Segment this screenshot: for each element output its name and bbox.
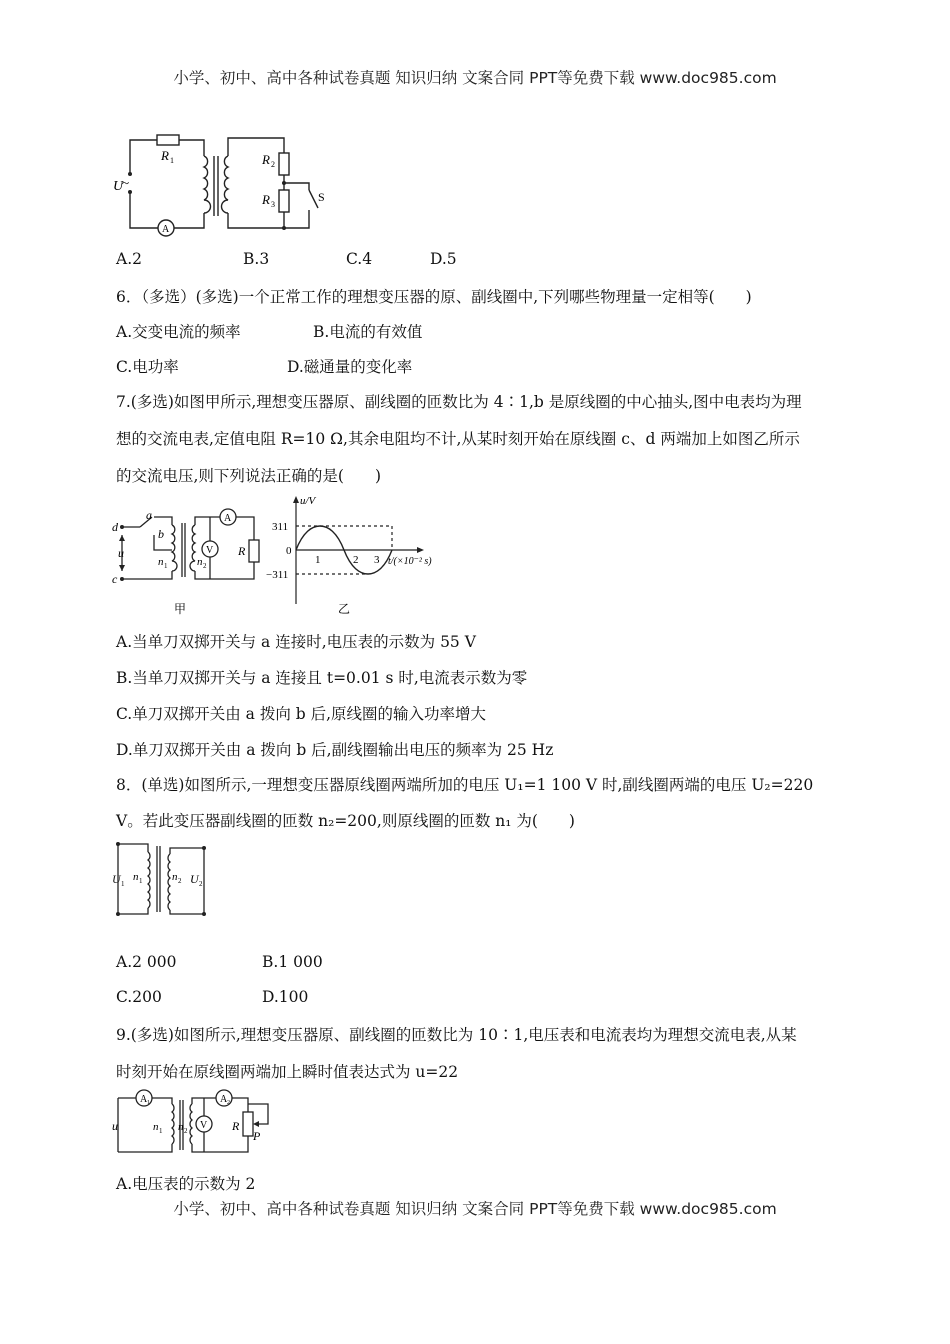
ammeter-symbol: A bbox=[162, 224, 170, 235]
q8-transformer-figure bbox=[112, 838, 217, 920]
caption-jia: 甲 bbox=[174, 602, 187, 616]
label-u2-sub: 2 bbox=[199, 880, 203, 888]
q8-stem-line1: 8．(单选)如图所示,一理想变压器原线圈两端所加的电压 U₁=1 100 V 时,副线圈两端的电压 U₂=220 bbox=[116, 776, 814, 794]
label-n2: n bbox=[197, 556, 203, 568]
q9-option-a: A.电压表的示数为 2 bbox=[116, 1175, 256, 1193]
q7-graph-figure-yi bbox=[266, 492, 450, 617]
q8-option-a: A.2 000 bbox=[116, 953, 177, 971]
graph-y-pos: 311 bbox=[272, 521, 289, 533]
label-n2-sub: 2 bbox=[184, 1127, 188, 1135]
label-p: P bbox=[253, 1129, 261, 1143]
label-r2: R bbox=[262, 152, 270, 167]
q9-circuit-figure bbox=[112, 1090, 282, 1160]
voltmeter-symbol: V bbox=[206, 545, 214, 556]
label-u1: U bbox=[112, 872, 121, 886]
graph-tick-1: 1 bbox=[315, 554, 321, 566]
page-footer: 小学、初中、高中各种试卷真题 知识归纳 文案合同 PPT等免费下载 www.doc985.com bbox=[173, 1200, 777, 1218]
label-n1: n bbox=[133, 871, 139, 883]
q6-option-c: C.电功率 bbox=[116, 358, 179, 376]
label-r1: R bbox=[161, 148, 169, 163]
label-r1-sub: 1 bbox=[170, 156, 174, 165]
q7-option-a: A.当单刀双掷开关与 a 连接时,电压表的示数为 55 V bbox=[116, 633, 476, 651]
q5-option-c: C.4 bbox=[346, 250, 373, 268]
label-c: c bbox=[112, 572, 118, 586]
ammeter2-sub: 2 bbox=[227, 1100, 230, 1106]
ammeter2-symbol: A bbox=[220, 1094, 228, 1105]
label-n1-sub: 1 bbox=[164, 562, 168, 570]
label-r: R bbox=[238, 544, 246, 558]
label-n1-sub: 1 bbox=[139, 877, 143, 885]
q8-option-d: D.100 bbox=[262, 988, 309, 1006]
label-a: a bbox=[146, 508, 152, 522]
q8-stem-line2: V。若此变压器副线圈的匝数 n₂=200,则原线圈的匝数 n₁ 为( ) bbox=[116, 812, 575, 830]
label-n1: n bbox=[158, 556, 164, 568]
label-switch: S bbox=[318, 190, 325, 204]
graph-xlabel: t/(×10⁻² s) bbox=[388, 556, 432, 567]
label-r3: R bbox=[262, 192, 270, 207]
label-u2: U bbox=[190, 872, 199, 886]
q5-option-b: B.3 bbox=[243, 250, 270, 268]
label-n1: n bbox=[153, 1121, 159, 1133]
graph-y-neg: −311 bbox=[266, 569, 289, 581]
q6-stem: 6．（多选）(多选)一个正常工作的理想变压器的原、副线圈中,下列哪些物理量一定相等( ) bbox=[116, 288, 752, 306]
label-r2-sub: 2 bbox=[271, 160, 275, 169]
ammeter1-symbol: A bbox=[140, 1094, 148, 1105]
voltmeter-symbol: V bbox=[200, 1120, 208, 1131]
q9-stem-line1: 9.(多选)如图所示,理想变压器原、副线圈的匝数比为 10∶1,电压表和电流表均为理想交流电表,从某 bbox=[116, 1026, 797, 1044]
label-r3-sub: 3 bbox=[271, 200, 275, 209]
label-b: b bbox=[158, 527, 164, 541]
q6-option-a: A.交变电流的频率 bbox=[116, 323, 241, 341]
label-u: U bbox=[113, 179, 124, 194]
label-u: u bbox=[118, 546, 124, 560]
q7-stem-line3: 的交流电压,则下列说法正确的是( ) bbox=[116, 467, 382, 485]
page-header: 小学、初中、高中各种试卷真题 知识归纳 文案合同 PPT等免费下载 www.doc985.com bbox=[173, 69, 777, 87]
caption-yi: 乙 bbox=[338, 602, 351, 616]
label-n2: n bbox=[178, 1121, 184, 1133]
q7-option-c: C.单刀双掷开关由 a 拨向 b 后,原线圈的输入功率增大 bbox=[116, 705, 487, 723]
q5-option-a: A.2 bbox=[116, 250, 142, 268]
q6-option-b: B.电流的有效值 bbox=[313, 323, 423, 341]
label-d: d bbox=[112, 520, 118, 534]
q7-stem-line2: 想的交流电表,定值电阻 R=10 Ω,其余电阻均不计,从某时刻开始在原线圈 c、d 两端加上如图乙所示 bbox=[116, 430, 800, 448]
ammeter1-sub: 1 bbox=[147, 1100, 150, 1106]
q7-circuit-figure-jia bbox=[110, 505, 270, 615]
q5-circuit-figure bbox=[112, 128, 342, 236]
q5-option-d: D.5 bbox=[430, 250, 457, 268]
label-n2-sub: 2 bbox=[178, 877, 182, 885]
q7-stem-line1: 7.(多选)如图甲所示,理想变压器原、副线圈的匝数比为 4∶1,b 是原线圈的中心抽头,图中电表均为理 bbox=[116, 393, 802, 411]
graph-tick-3: 3 bbox=[374, 554, 380, 566]
label-n2: n bbox=[172, 871, 178, 883]
label-u: u bbox=[112, 1119, 118, 1133]
label-u1-sub: 1 bbox=[121, 880, 125, 888]
graph-tick-2: 2 bbox=[353, 554, 359, 566]
q6-option-d: D.磁通量的变化率 bbox=[287, 358, 413, 376]
label-r: R bbox=[232, 1119, 240, 1133]
q7-option-d: D.单刀双掷开关由 a 拨向 b 后,副线圈输出电压的频率为 25 Hz bbox=[116, 741, 554, 759]
graph-ylabel: u/V bbox=[300, 495, 316, 507]
graph-y-zero: 0 bbox=[286, 545, 292, 557]
ammeter-symbol: A bbox=[224, 513, 232, 524]
q7-option-b: B.当单刀双掷开关与 a 连接且 t=0.01 s 时,电流表示数为零 bbox=[116, 669, 528, 687]
q9-stem-line2: 时刻开始在原线圈两端加上瞬时值表达式为 u=22 bbox=[116, 1063, 459, 1081]
label-n2-sub: 2 bbox=[203, 562, 207, 570]
q8-option-c: C.200 bbox=[116, 988, 162, 1006]
label-n1-sub: 1 bbox=[159, 1127, 163, 1135]
label-tilde: ~ bbox=[122, 175, 130, 190]
q8-option-b: B.1 000 bbox=[262, 953, 323, 971]
